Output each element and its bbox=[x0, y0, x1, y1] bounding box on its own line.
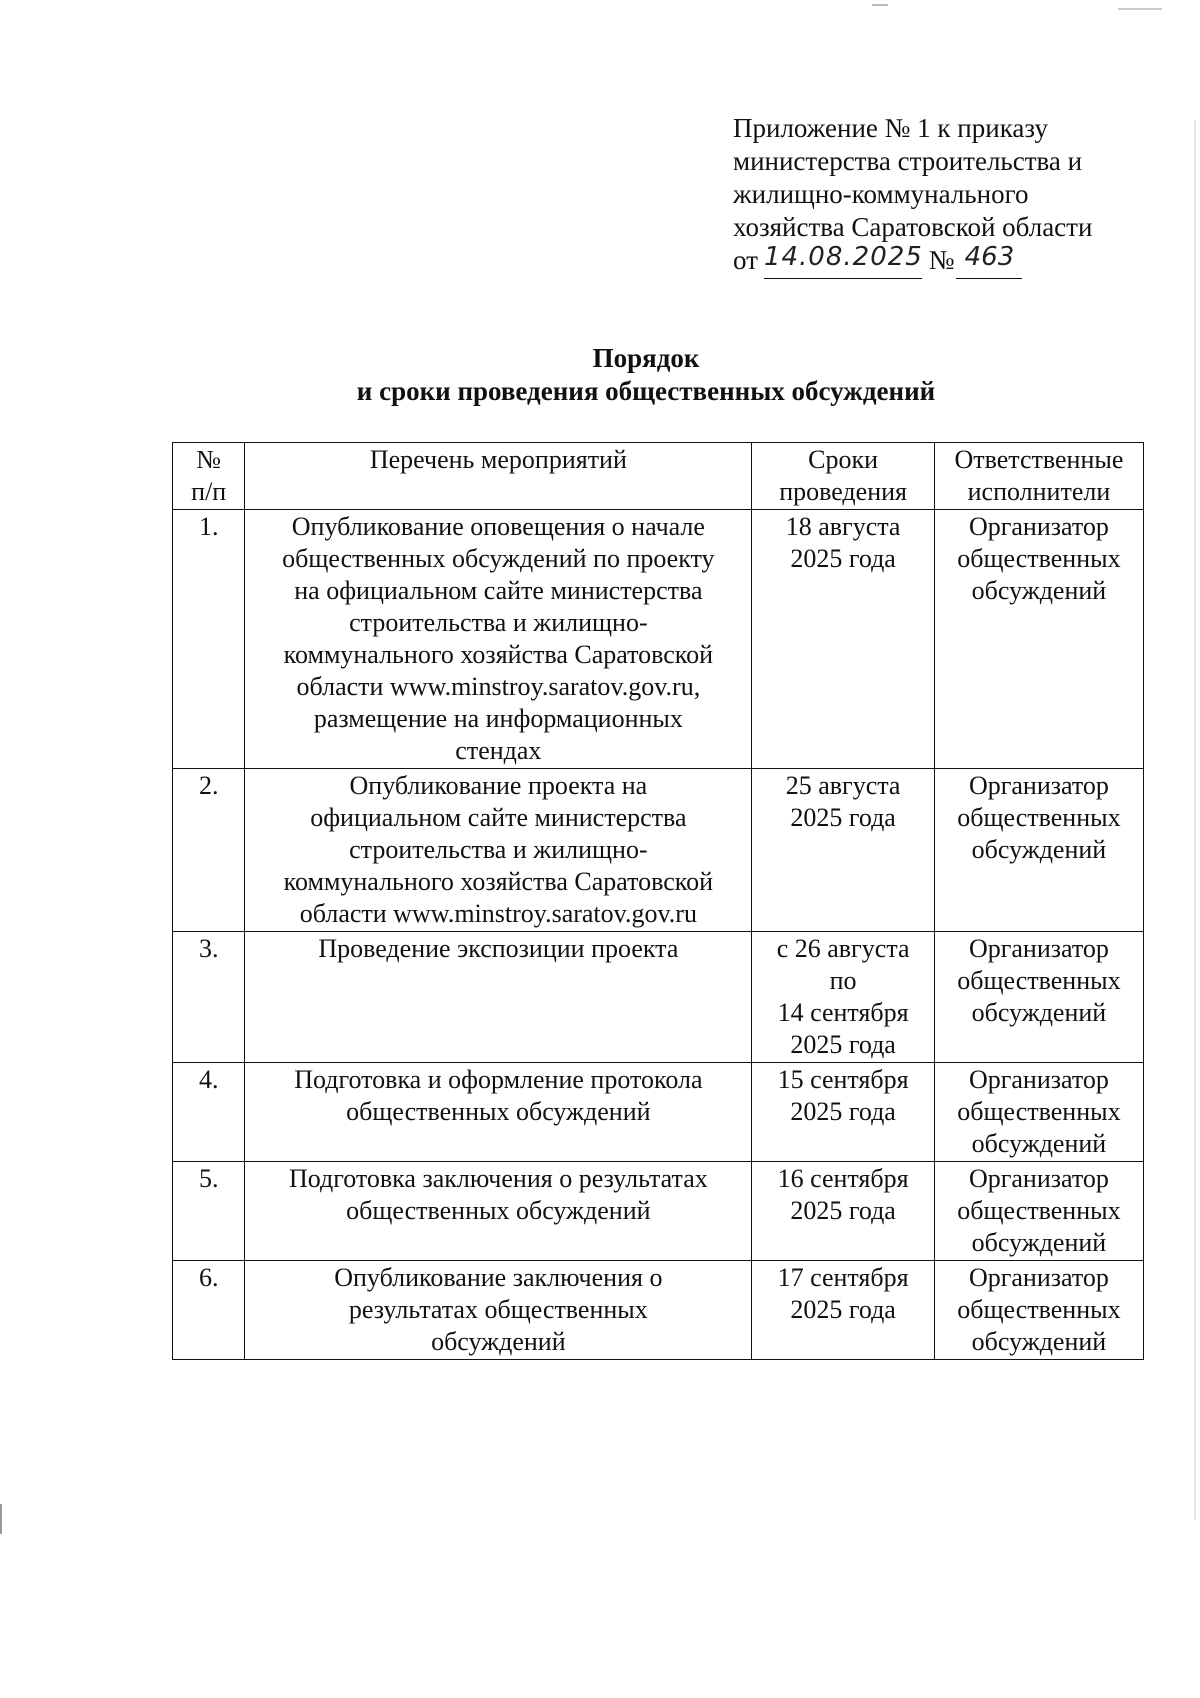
cell-time bbox=[752, 932, 935, 1063]
table-row bbox=[173, 1162, 1144, 1261]
cell-task-line: Опубликование проекта на bbox=[349, 771, 648, 800]
scan-artifact bbox=[1118, 8, 1162, 10]
cell-time bbox=[752, 510, 935, 769]
cell-time-line: с 26 августа bbox=[776, 934, 910, 963]
cell-resp-line: общественных bbox=[957, 966, 1121, 995]
cell-resp bbox=[934, 1063, 1143, 1162]
cell-time-line: 2025 года bbox=[790, 803, 896, 832]
cell-time-line: по bbox=[829, 966, 857, 995]
cell-time-line: 2025 года bbox=[790, 1295, 896, 1324]
cell-resp bbox=[934, 510, 1143, 769]
cell-resp bbox=[934, 1162, 1143, 1261]
cell-task-line: размещение на информационных bbox=[313, 704, 683, 733]
cell-resp bbox=[934, 1261, 1143, 1360]
cell-num: 3. bbox=[173, 932, 245, 1063]
cell-task-line: коммунального хозяйства Саратовской bbox=[283, 640, 714, 669]
header-time-line: проведения bbox=[779, 477, 907, 506]
cell-task-line: Проведение экспозиции проекта bbox=[318, 934, 679, 963]
appendix-line: жилищно-коммунального bbox=[733, 179, 1029, 209]
header-time-line: Сроки bbox=[808, 445, 879, 474]
header-num-line: № bbox=[196, 445, 222, 474]
cell-num: 1. bbox=[173, 510, 245, 769]
cell-task-line: Опубликование оповещения о начале bbox=[291, 512, 705, 541]
cell-num: 6. bbox=[173, 1261, 245, 1360]
document-title bbox=[170, 342, 1122, 408]
cell-resp-line: обсуждений bbox=[971, 835, 1107, 864]
cell-task-line: Подготовка заключения о результатах bbox=[288, 1164, 708, 1193]
header-num-line: п/п bbox=[191, 477, 227, 506]
header-resp-line: исполнители bbox=[967, 477, 1111, 506]
appendix-header bbox=[733, 112, 1173, 279]
cell-task bbox=[245, 510, 752, 769]
table-body bbox=[173, 510, 1144, 1360]
title-line-2: и сроки проведения общественных обсуждений bbox=[356, 376, 936, 406]
cell-task-line: строительства и жилищно- bbox=[349, 608, 648, 637]
cell-resp-line: Организатор bbox=[968, 1263, 1109, 1292]
table-row bbox=[173, 769, 1144, 932]
cell-task-line: общественных обсуждений bbox=[346, 1196, 651, 1225]
cell-resp-line: общественных bbox=[957, 1196, 1121, 1225]
handwritten-number-text: 463 bbox=[964, 242, 1015, 272]
cell-time-line: 2025 года bbox=[790, 1097, 896, 1126]
cell-task-line: общественных обсуждений bbox=[346, 1097, 651, 1126]
cell-time-line: 2025 года bbox=[790, 1030, 896, 1059]
table-header-row bbox=[173, 443, 1144, 510]
title-line-1: Порядок bbox=[592, 343, 700, 373]
cell-resp-line: общественных bbox=[957, 544, 1121, 573]
cell-task-line: Опубликование заключения о bbox=[334, 1263, 663, 1292]
cell-resp-line: Организатор bbox=[968, 934, 1109, 963]
scan-artifact bbox=[0, 1504, 2, 1534]
cell-time bbox=[752, 769, 935, 932]
cell-task-line: строительства и жилищно- bbox=[349, 835, 648, 864]
header-resp-line: Ответственные bbox=[954, 445, 1124, 474]
cell-time-line: 17 сентября bbox=[777, 1263, 909, 1292]
cell-time-line: 2025 года bbox=[790, 1196, 896, 1225]
cell-task bbox=[245, 769, 752, 932]
cell-resp bbox=[934, 932, 1143, 1063]
header-resp bbox=[934, 443, 1143, 510]
appendix-date-line bbox=[733, 244, 1173, 279]
table-row bbox=[173, 1063, 1144, 1162]
cell-task bbox=[245, 1162, 752, 1261]
cell-time bbox=[752, 1261, 935, 1360]
cell-task-line: общественных обсуждений по проекту bbox=[282, 544, 715, 573]
cell-time-line: 15 сентября bbox=[777, 1065, 909, 1094]
cell-time-line: 25 августа bbox=[785, 771, 901, 800]
handwritten-number bbox=[956, 242, 1022, 279]
cell-resp-line: общественных bbox=[957, 1295, 1121, 1324]
cell-time bbox=[752, 1162, 935, 1261]
header-time bbox=[752, 443, 935, 510]
cell-time bbox=[752, 1063, 935, 1162]
cell-resp-line: общественных bbox=[957, 1097, 1121, 1126]
header-task bbox=[245, 443, 752, 510]
cell-task-line: области www.minstroy.saratov.gov.ru bbox=[299, 899, 697, 928]
cell-time-line: 2025 года bbox=[790, 544, 896, 573]
appendix-line: Приложение № 1 к приказу bbox=[733, 113, 1048, 143]
cell-resp-line: Организатор bbox=[968, 512, 1109, 541]
cell-time-line: 16 сентября bbox=[777, 1164, 909, 1193]
cell-resp bbox=[934, 769, 1143, 932]
cell-task-line: результатах общественных bbox=[348, 1295, 648, 1324]
schedule-table bbox=[172, 442, 1144, 1360]
cell-num: 4. bbox=[173, 1063, 245, 1162]
cell-task bbox=[245, 932, 752, 1063]
cell-num: 5. bbox=[173, 1162, 245, 1261]
cell-time-line: 14 сентября bbox=[777, 998, 909, 1027]
header-task-line: Перечень мероприятий bbox=[369, 445, 627, 474]
scan-artifact bbox=[1194, 120, 1196, 1520]
cell-resp-line: обсуждений bbox=[971, 1327, 1107, 1356]
handwritten-date-text: 14.08.2025 bbox=[763, 242, 923, 272]
date-prefix: от bbox=[733, 245, 758, 275]
cell-task-line: области www.minstroy.saratov.gov.ru, bbox=[296, 672, 701, 701]
scan-artifact bbox=[872, 4, 888, 6]
table-row bbox=[173, 510, 1144, 769]
cell-resp-line: обсуждений bbox=[971, 998, 1107, 1027]
cell-task-line: стендах bbox=[455, 736, 542, 765]
appendix-line: хозяйства Саратовской области bbox=[733, 212, 1093, 242]
cell-task-line: Подготовка и оформление протокола bbox=[294, 1065, 703, 1094]
cell-task bbox=[245, 1261, 752, 1360]
table-row bbox=[173, 932, 1144, 1063]
cell-task bbox=[245, 1063, 752, 1162]
cell-task-line: обсуждений bbox=[431, 1327, 566, 1356]
cell-resp-line: обсуждений bbox=[971, 1129, 1107, 1158]
cell-resp-line: обсуждений bbox=[971, 576, 1107, 605]
cell-time-line: 18 августа bbox=[785, 512, 901, 541]
cell-resp-line: Организатор bbox=[968, 1065, 1109, 1094]
cell-resp-line: Организатор bbox=[968, 771, 1109, 800]
handwritten-date bbox=[763, 242, 923, 279]
cell-num: 2. bbox=[173, 769, 245, 932]
cell-task-line: на официальном сайте министерства bbox=[294, 576, 703, 605]
cell-resp-line: Организатор bbox=[968, 1164, 1109, 1193]
cell-resp-line: общественных bbox=[957, 803, 1121, 832]
cell-task-line: коммунального хозяйства Саратовской bbox=[283, 867, 714, 896]
appendix-line: министерства строительства и bbox=[733, 146, 1083, 176]
cell-task-line: официальном сайте министерства bbox=[310, 803, 687, 832]
cell-resp-line: обсуждений bbox=[971, 1228, 1107, 1257]
table-row bbox=[173, 1261, 1144, 1360]
header-num bbox=[173, 443, 245, 510]
number-prefix: № bbox=[928, 245, 955, 275]
